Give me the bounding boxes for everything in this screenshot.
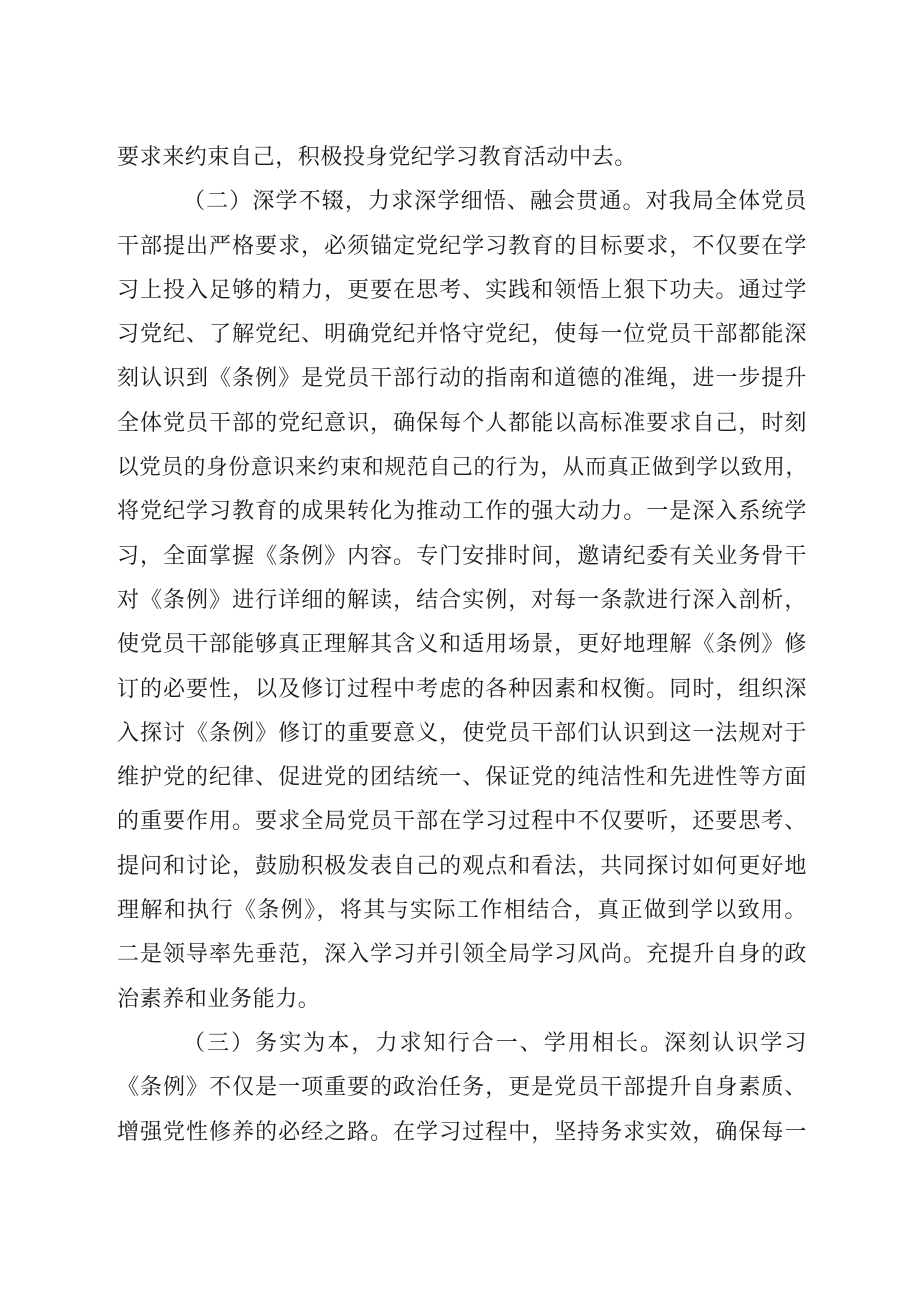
text-line: 的重要作用。要求全局党员干部在学习过程中不仅要听，还要思考、 xyxy=(117,809,807,835)
text-line: 二是领导率先垂范，深入学习并引领全局学习风尚。充提升自身的政 xyxy=(117,942,807,968)
text-line: 要求来约束自己，积极投身党纪学习教育活动中去。 xyxy=(117,145,637,170)
text-line: 治素养和业务能力。 xyxy=(117,986,321,1012)
section-heading-line: （三）务实为本，力求知行合一、学用相长。深刻认识学习 xyxy=(183,1030,807,1056)
text-line: 《条例》不仅是一项重要的政治任务，更是党员干部提升自身素质、 xyxy=(117,1075,807,1101)
text-line: 干部提出严格要求，必须锚定党纪学习教育的目标要求，不仅要在学 xyxy=(117,233,807,259)
text-line: 维护党的纪律、促进党的团结统一、保证党的纯洁性和先进性等方面 xyxy=(117,765,807,791)
text-line: 理解和执行《条例》，将其与实际工作相结合，真正做到学以致用。 xyxy=(117,898,807,924)
text-line: 入探讨《条例》修订的重要意义，使党员干部们认识到这一法规对于 xyxy=(117,720,807,746)
text-line: 习党纪、了解党纪、明确党纪并恪守党纪，使每一位党员干部都能深 xyxy=(117,322,807,348)
text-line: 习上投入足够的精力，更要在思考、实践和领悟上狠下功夫。通过学 xyxy=(117,277,807,303)
text-line: 对《条例》进行详细的解读，结合实例，对每一条款进行深入剖析， xyxy=(117,587,807,613)
section-heading-line: （二）深学不辍，力求深学细悟、融会贯通。对我局全体党员 xyxy=(183,189,807,215)
text-line: 刻认识到《条例》是党员干部行动的指南和道德的准绳，进一步提升 xyxy=(117,366,807,392)
text-line: 以党员的身份意识来约束和规范自己的行为，从而真正做到学以致用， xyxy=(117,455,807,481)
text-line: 习，全面掌握《条例》内容。专门安排时间，邀请纪委有关业务骨干 xyxy=(117,543,807,569)
text-line: 全体党员干部的党纪意识，确保每个人都能以高标准要求自己，时刻 xyxy=(117,410,807,436)
text-line: 提问和讨论，鼓励积极发表自己的观点和看法，共同探讨如何更好地 xyxy=(117,853,807,879)
text-line: 订的必要性，以及修订过程中考虑的各种因素和权衡。同时，组织深 xyxy=(117,676,807,702)
text-line: 将党纪学习教育的成果转化为推动工作的强大动力。一是深入系统学 xyxy=(117,499,807,525)
text-line: 使党员干部能够真正理解其含义和适用场景，更好地理解《条例》修 xyxy=(117,632,807,658)
body-text xyxy=(117,136,807,1155)
text-line: 增强党性修养的必经之路。在学习过程中，坚持务求实效，确保每一 xyxy=(117,1119,807,1145)
